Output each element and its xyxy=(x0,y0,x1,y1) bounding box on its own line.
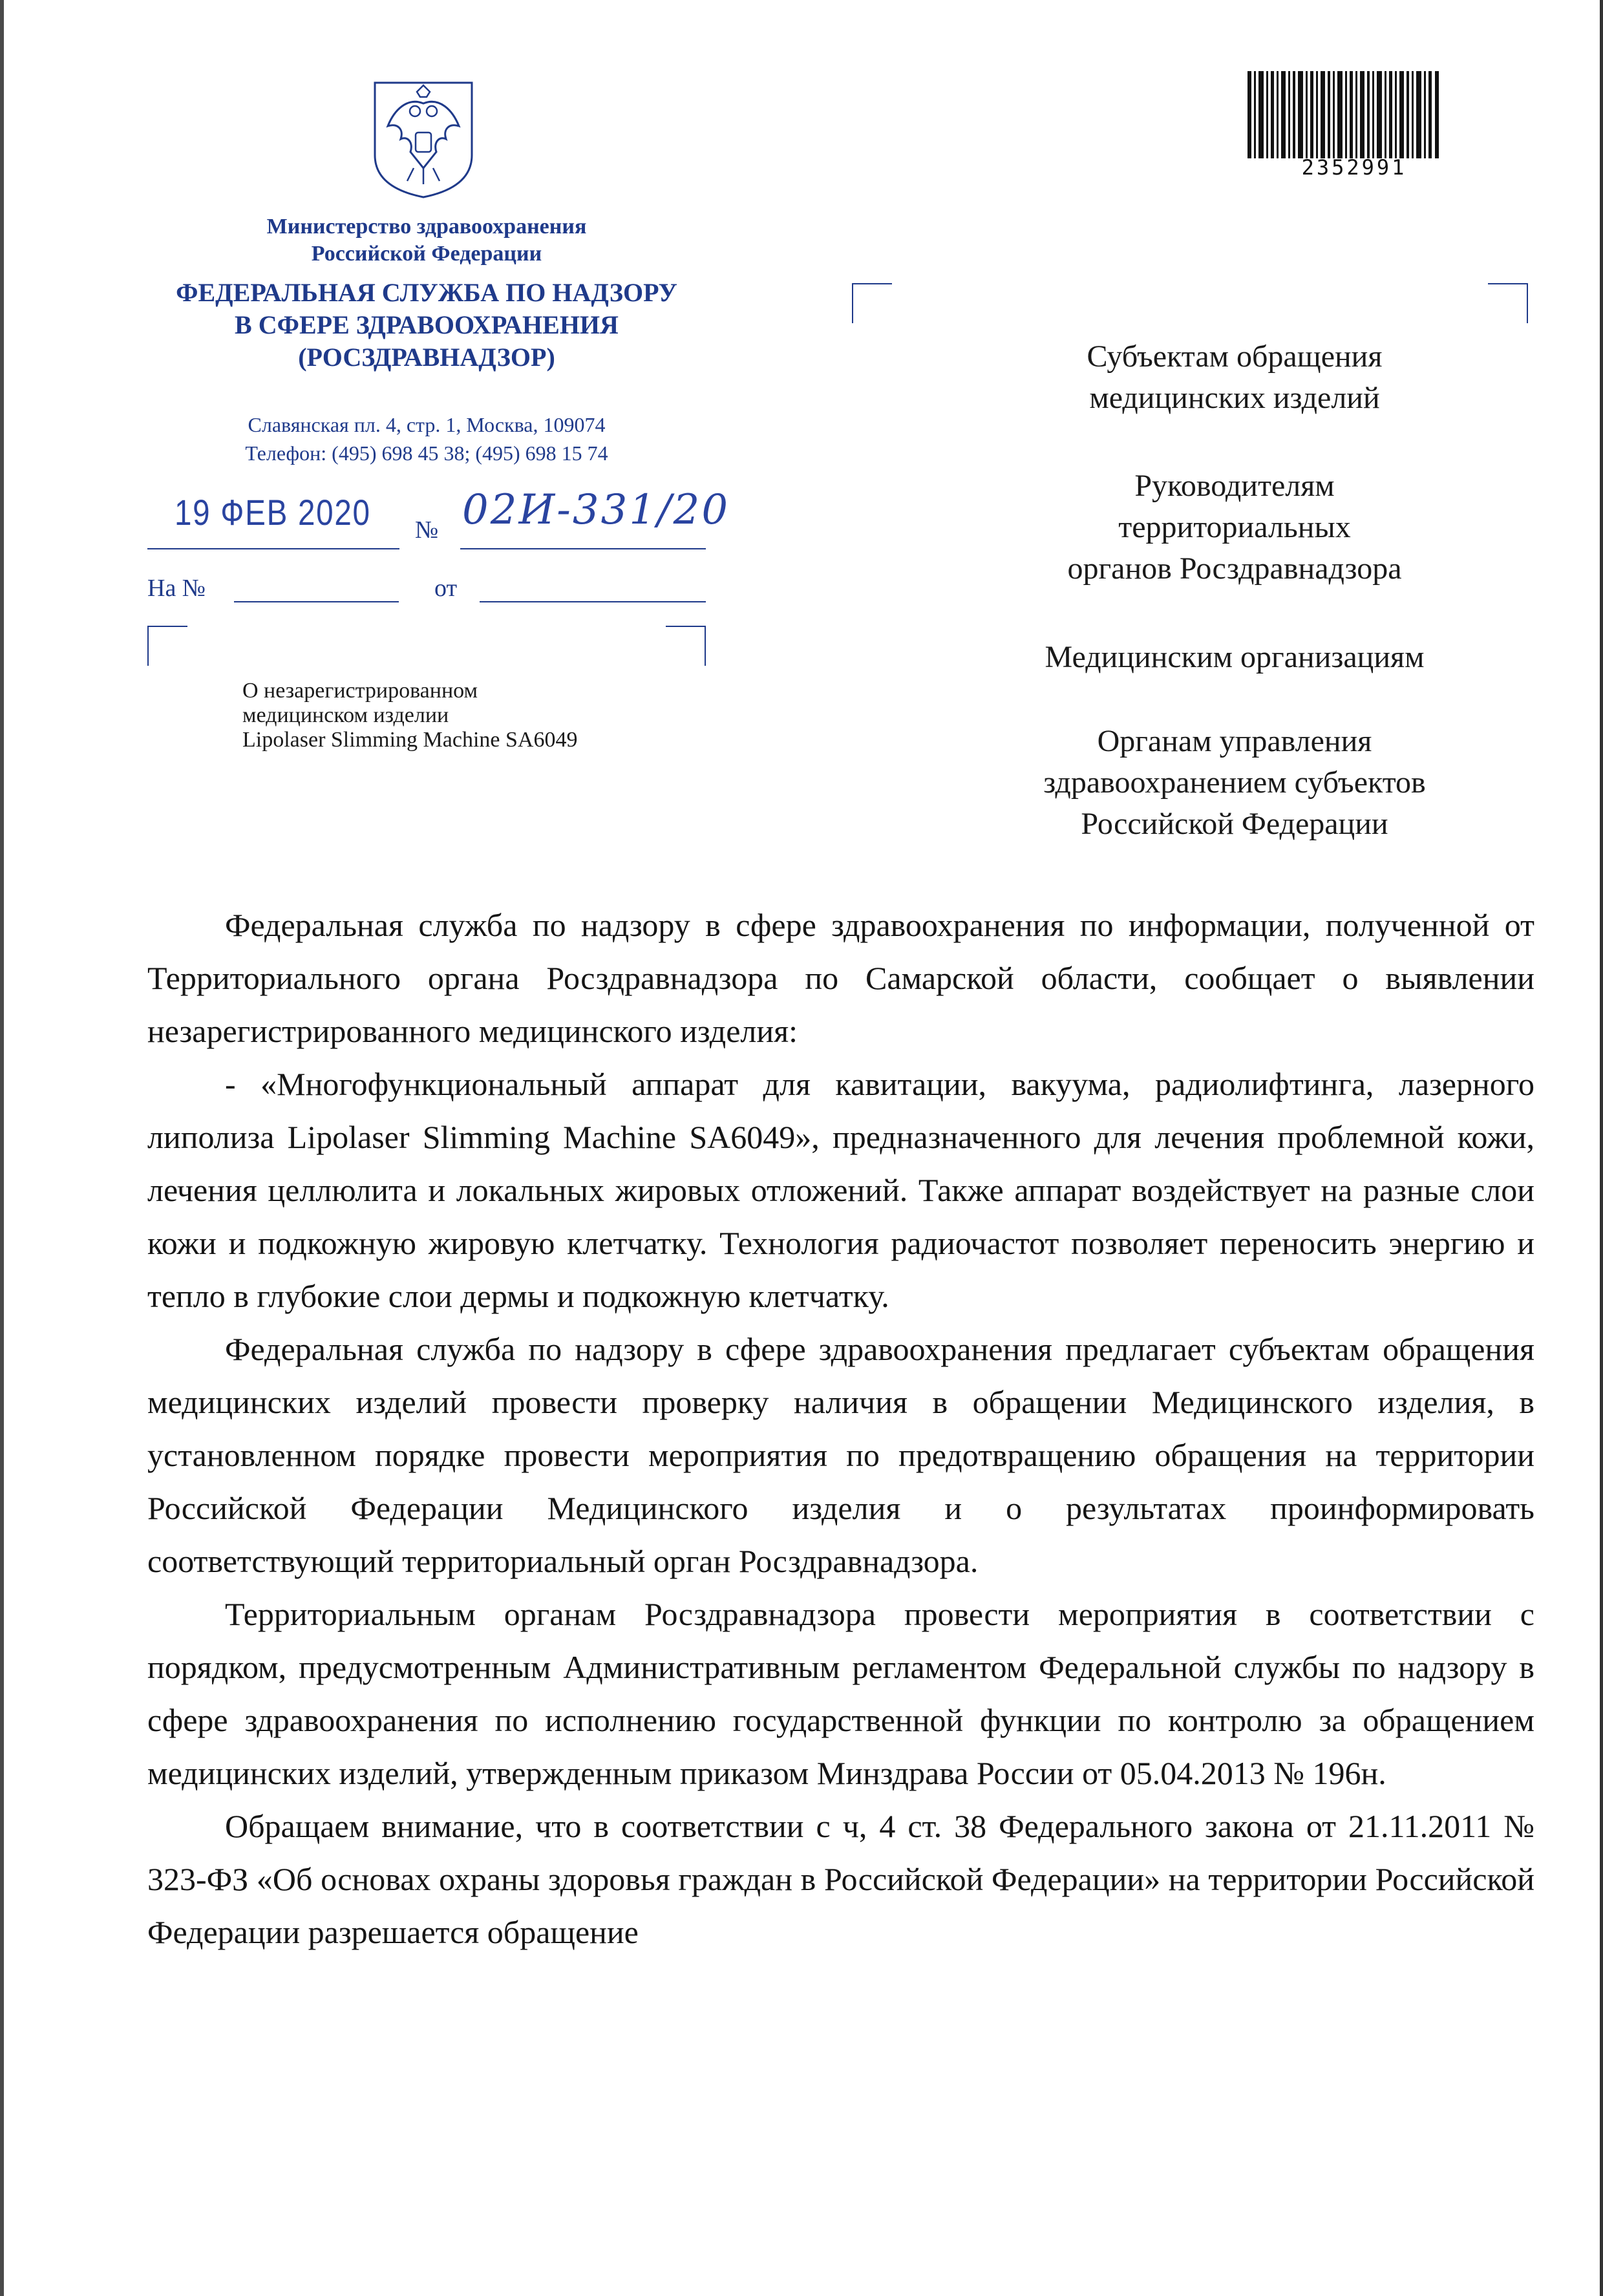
scan-edge-right xyxy=(1600,0,1603,2296)
corner-bracket xyxy=(147,626,187,666)
ministry-line: Министерство здравоохранения xyxy=(266,215,587,239)
number-underline xyxy=(460,548,706,549)
addressee-line: Субъектам обращения xyxy=(1087,339,1383,374)
coat-of-arms-icon xyxy=(368,78,478,200)
body-paragraph: - «Многофункциональный аппарат для кавитации, вакуума, радиолифтинга, лазерного липолиза Lipolaser Slimming Machine SA6049», предназначенного для лечения проблемной кожи, лечения целлюлита и локальных жировых отложений. Также аппарат воздействует на разные слои кожи и подкожную жировую клетчатку. Технология радиочастот позволяет переносить энергию и тепло в глубокие слои дермы и подкожную клетчатку. xyxy=(147,1066,1534,1314)
addressee-block xyxy=(950,637,1519,678)
barcode-number: 2352991 xyxy=(1301,155,1407,180)
barcode-icon xyxy=(1247,71,1441,158)
body-paragraph: Обращаем внимание, что в соответствии с ч, 4 ст. 38 Федерального закона от 21.11.2011 № 323-ФЗ «Об основах охраны здоровья граждан в Российской Федерации» на территории Российской Федерации разрешается обращение xyxy=(147,1808,1534,1950)
body-paragraph: Федеральная служба по надзору в сфере здравоохранения по информации, полученной от Территориального органа Росздравнадзора по Самарской области, сообщает о выявлении незарегистрированного медицинского изделия: xyxy=(147,907,1534,1049)
addressee-line: Российской Федерации xyxy=(1081,807,1388,841)
ministry-name xyxy=(194,213,659,268)
service-name xyxy=(129,277,724,374)
subject-line: медицинском изделии xyxy=(242,703,449,727)
addressee-block xyxy=(950,336,1519,419)
addressee-line: здравоохранением субъектов xyxy=(1043,765,1426,800)
ministry-line: Российской Федерации xyxy=(311,242,542,266)
addressee-line: территориальных xyxy=(1118,510,1351,544)
address-line: Телефон: (495) 698 45 38; (495) 698 15 74 xyxy=(245,441,608,465)
letter-body xyxy=(147,898,1534,1959)
addressee-line: органов Росздравнадзора xyxy=(1067,551,1402,586)
addressee-line: Медицинским организациям xyxy=(1045,640,1425,674)
date-stamp: 19 ФЕВ 2020 xyxy=(175,492,371,533)
from-underline xyxy=(480,601,706,602)
ref-underline xyxy=(234,601,399,602)
subject xyxy=(242,679,734,752)
number-label: № xyxy=(415,516,439,544)
corner-bracket xyxy=(666,626,706,666)
addressee-line: Органам управления xyxy=(1097,724,1372,758)
date-underline xyxy=(147,548,399,549)
addressee-block xyxy=(950,465,1519,590)
ref-label: На № xyxy=(147,575,206,602)
scan-edge-left xyxy=(0,0,4,2296)
service-line: ФЕДЕРАЛЬНАЯ СЛУЖБА ПО НАДЗОРУ xyxy=(176,278,677,307)
registration-number: 02И-331/20 xyxy=(462,486,730,534)
body-paragraph: Территориальным органам Росздравнадзора провести мероприятия в соответствии с порядком, предусмотренным Административным регламентом Федеральной службы по надзору в сфере здравоохранения по исполнению государственной функции по контролю за обращением медицинских изделий, утвержденным приказом Минздрава России от 05.04.2013 № 196н. xyxy=(147,1596,1534,1791)
from-label: от xyxy=(434,575,458,602)
addressee-line: медицинских изделий xyxy=(1089,381,1380,415)
subject-line: Lipolaser Slimming Machine SA6049 xyxy=(242,728,578,752)
address-line: Славянская пл. 4, стр. 1, Москва, 109074 xyxy=(248,413,606,436)
address xyxy=(142,410,711,467)
corner-bracket xyxy=(852,283,892,323)
service-line: В СФЕРЕ ЗДРАВООХРАНЕНИЯ xyxy=(235,310,619,339)
addressee-line: Руководителям xyxy=(1134,469,1335,503)
body-paragraph: Федеральная служба по надзору в сфере здравоохранения предлагает субъектам обращения медицинских изделий провести проверку наличия в обращении Медицинского изделия, в установленном порядке провести мероприятия по предотвращению обращения на территории Российской Федерации Медицинского изделия и о результатах проинформировать соответствующий территориальный орган Росздравнадзора. xyxy=(147,1331,1534,1579)
corner-bracket xyxy=(1488,283,1528,323)
addressee-block xyxy=(950,721,1519,845)
subject-line: О незарегистрированном xyxy=(242,679,478,703)
service-line: (РОСЗДРАВНАДЗОР) xyxy=(298,343,555,372)
